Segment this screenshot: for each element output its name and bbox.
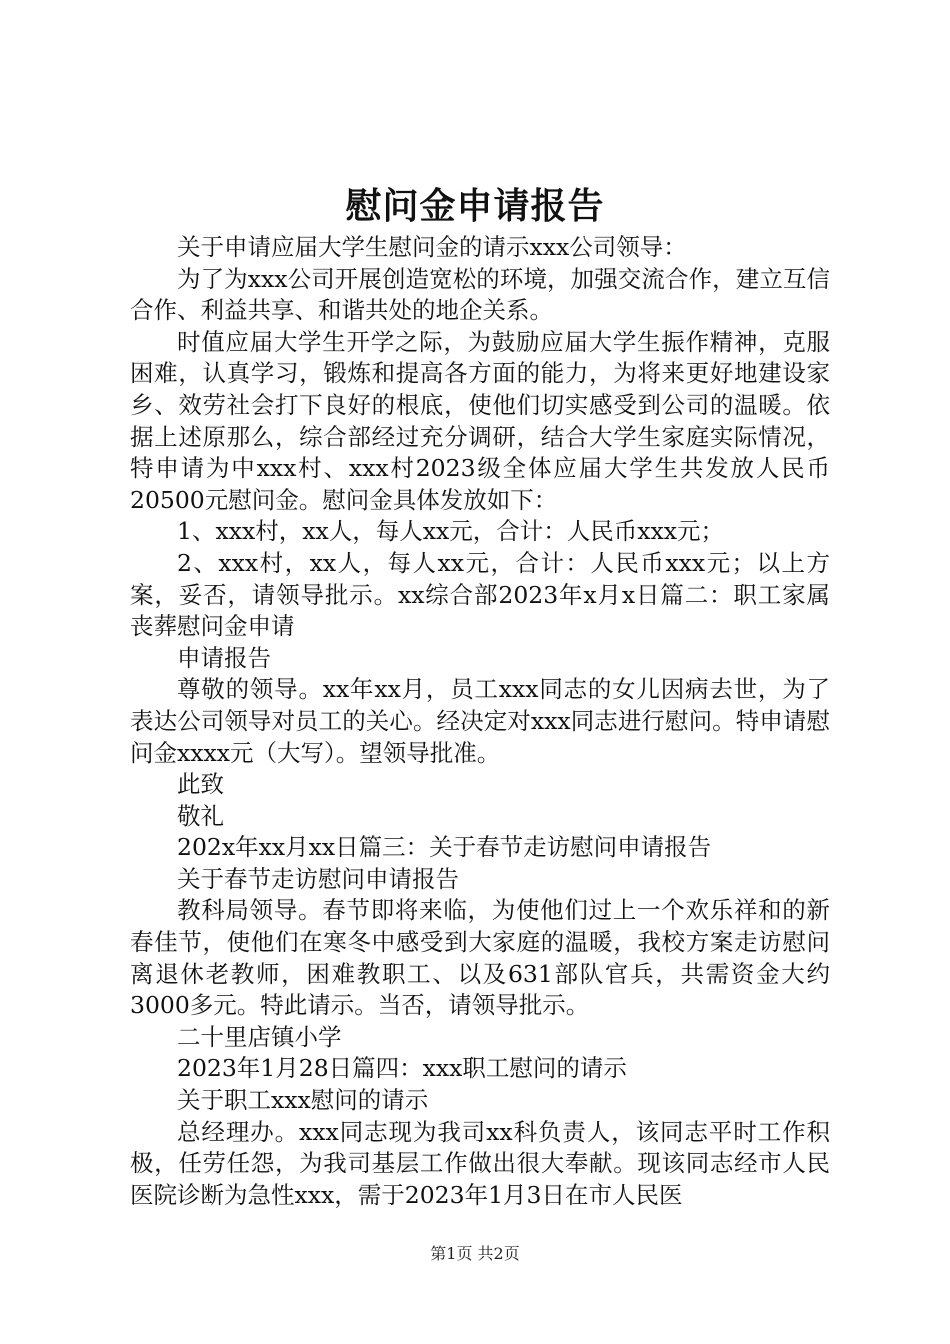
- paragraph-closing-1: 此致: [177, 770, 224, 799]
- paragraph-section-4-heading: 关于职工xxx慰问的请示: [177, 1086, 429, 1115]
- paragraph-condolence: 尊敬的领导。xx年xx月，员工xxx同志的女儿因病去世，为了表达公司领导对员工的关心。经决定对xxx同志进行慰问。特申请慰问金xxxx元（大写）。望领导批准。: [130, 675, 830, 767]
- paragraph-spring-visit: 教科局领导。春节即将来临，为使他们过上一个欢乐祥和的新春佳节，使他们在寒冬中感受到大家庭的温暖，我校方案走访慰问离退休老教师，困难教职工、以及631部队官兵，共需资金大约3000多元。特此请示。当否，请领导批示。: [130, 896, 830, 1020]
- paragraph-employee-case: 总经理办。xxx同志现为我司xx科负责人，该同志平时工作积极，任劳任怨，为我司基层工作做出很大奉献。现该同志经市人民医院诊断为急性xxx，需于2023年1月3日在市人民医: [130, 1117, 830, 1209]
- paragraph-section-3: 202x年xx月xx日篇三：关于春节走访慰问申请报告: [177, 833, 712, 862]
- paragraph-request-heading: 关于申请应届大学生慰问金的请示xxx公司领导：: [177, 233, 687, 261]
- paragraph-section-3-heading: 关于春节走访慰问申请报告: [177, 864, 459, 893]
- paragraph-report-heading: 申请报告: [177, 643, 271, 672]
- paragraph-section-4: 2023年1月28日篇四：xxx职工慰问的请示: [177, 1054, 627, 1083]
- paragraph-purpose: 为了为xxx公司开展创造宽松的环境，加强交流合作，建立互信合作、利益共享、和谐共处的地企关系。: [130, 264, 830, 325]
- paragraph-closing-2: 敬礼: [177, 801, 224, 830]
- paragraph-school-name: 二十里店镇小学: [177, 1022, 342, 1051]
- paragraph-item-1: 1、xxx村，xx人，每人xx元，合计：人民币xxx元；: [177, 517, 724, 546]
- paragraph-item-2: 2、xxx村，xx人，每人xx元，合计：人民币xxx元；以上方案，妥否，请领导批示。xx综合部2023年x月x日篇二：职工家属丧葬慰问金申请: [130, 548, 830, 641]
- paragraph-reason: 时值应届大学生开学之际，为鼓励应届大学生振作精神，克服困难，认真学习，锻炼和提高各方面的能力，为将来更好地建设家乡、效劳社会打下良好的根底，使他们切实感受到公司的温暖。依据上述原那么，综合部经过充分调研，结合大学生家庭实际情况，特申请为中xxx村、xxx村2023级全体应届大学生共发放人民币20500元慰问金。慰问金具体发放如下：: [130, 327, 830, 514]
- document-body: [130, 232, 830, 1211]
- document-title: 慰问金申请报告: [345, 185, 605, 227]
- page-footer: 第1页 共2页: [430, 1244, 520, 1263]
